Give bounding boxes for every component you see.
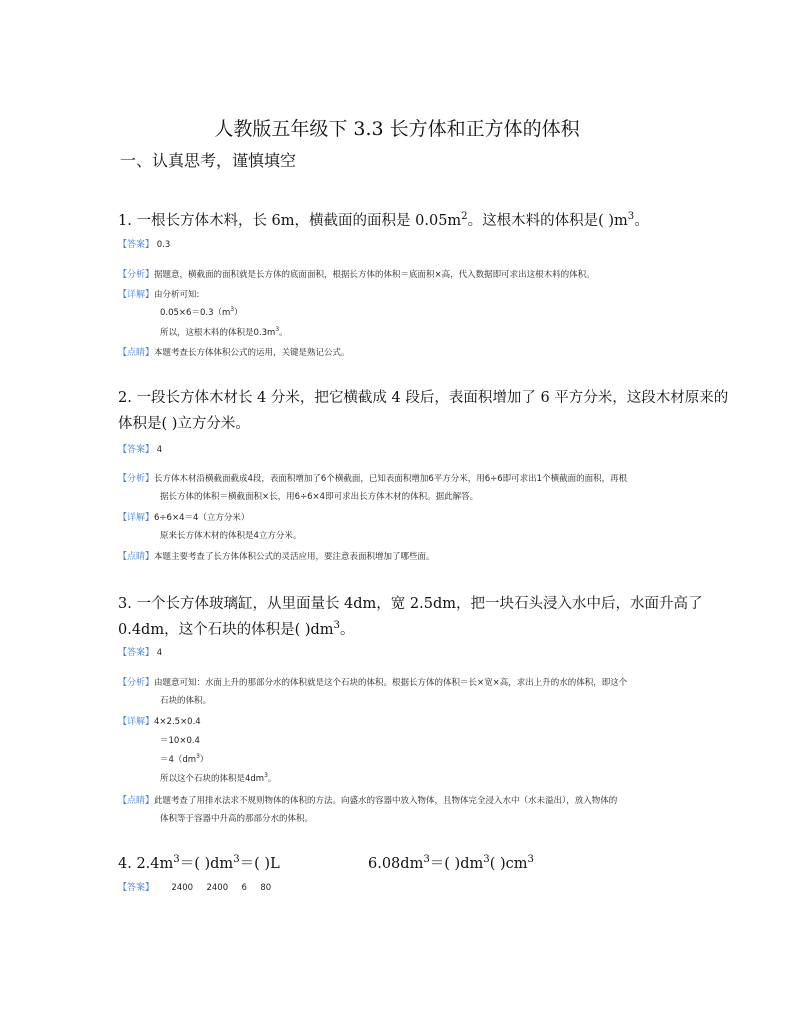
q2-analysis-line-2: 据长方体的体积＝横截面积×长，用6÷6×4即可求出长方体木材的体积。据此解答。 (160, 492, 479, 502)
question-3-line-1: 3. 一个长方体玻璃缸，从里面量长 4dm，宽 2.5dm，把一块石头浸入水中后，水面升高了 (118, 596, 703, 612)
q4-part-b: ＝( )dm (179, 856, 234, 872)
answer-value: 80 (260, 883, 272, 893)
detail-text: 由分析可知: (154, 290, 200, 300)
sup: 3 (333, 620, 340, 632)
detail-tag: 【详解】 (118, 290, 155, 300)
analysis-text: 长方体木材沿横截面截成4段，表面积增加了6个横截面，已知表面积增加6平方分米，用6÷6即可求出1个横截面的面积，再根 (154, 474, 628, 484)
comment-text: 此题考查了用排水法求不规则物体的体积的方法。向盛水的容器中放入物体，且物体完全浸入水中（水未溢出），放入物体的 (154, 796, 618, 806)
q3-line-2-text: 0.4dm，这个石块的体积是( )dm (118, 622, 334, 638)
detail-formula: 0.05×6＝0.3（m (160, 308, 231, 318)
sup: 3 (483, 854, 490, 866)
question-4-part-2 (368, 852, 534, 873)
sup: 3 (275, 326, 280, 334)
comment-tag: 【点睛】 (118, 796, 155, 806)
question-4 (118, 852, 280, 873)
comment-tag: 【点睛】 (118, 552, 155, 562)
analysis-tag: 【分析】 (118, 270, 155, 280)
sup: 3 (230, 306, 235, 314)
q4-part-f: ( )cm (489, 856, 528, 872)
detail-end: 。 (279, 328, 288, 338)
q3-detail-line-4 (160, 772, 276, 784)
analysis-text: 据题意，横截面的面积就是长方体的底面面积，根据长方体的体积＝底面积×高，代入数据即可求出这根木料的体积。 (154, 270, 595, 280)
sup: 3 (196, 753, 200, 761)
sup: 3 (423, 854, 430, 866)
detail-text: 4×2.5×0.4 (154, 717, 201, 727)
q1-analysis (118, 267, 595, 280)
answer-tag: 【答案】 (118, 883, 155, 893)
q3-answer (118, 645, 162, 658)
detail-tag: 【详解】 (118, 513, 155, 523)
q4-part-a: 4. 2.4m (118, 856, 174, 872)
comment-text: 本题考查长方体体积公式的运用，关键是熟记公式。 (154, 348, 350, 358)
answer-value: 0.3 (156, 240, 171, 250)
detail-end: ） (234, 308, 243, 318)
q3-analysis (118, 675, 627, 688)
analysis-tag: 【分析】 (118, 474, 155, 484)
q1-detail-line-2 (160, 306, 243, 318)
answer-value: 2400 (171, 883, 194, 893)
q3-comment (118, 793, 617, 806)
analysis-text: 由题意可知：水面上升的那部分水的体积就是这个石块的体积。根据长方体的体积＝长×宽×高，求出上升的水的体积，即这个 (154, 678, 628, 688)
q1-detail (118, 287, 199, 300)
comment-text: 本题主要考查了长方体体积公式的灵活应用，要注意表面积增加了哪些面。 (154, 552, 435, 562)
analysis-tag: 【分析】 (118, 678, 155, 688)
detail-formula: ＝4（dm (160, 755, 197, 765)
detail-conclusion: 所以这个石块的体积是4dm (160, 774, 265, 784)
sup: 3 (173, 854, 180, 866)
sup: 3 (527, 854, 534, 866)
q1-text-b: 。这根木料的体积是( )m (467, 213, 628, 229)
question-2-line-1: 2. 一段长方体木材长 4 分米，把它横截成 4 段后，表面积增加了 6 平方分米，这段木材原来的 (118, 390, 729, 406)
answer-tag: 【答案】 (118, 445, 155, 455)
answer-value: 2400 (206, 883, 229, 893)
detail-end: ） (199, 755, 209, 765)
q1-text-c: 。 (634, 213, 649, 229)
sup: 3 (264, 772, 268, 780)
detail-tag: 【详解】 (118, 717, 155, 727)
q3-detail-line-2: ＝10×0.4 (160, 736, 200, 746)
question-3-line-2 (118, 618, 355, 639)
question-2-line-2: 体积是( )立方分米。 (118, 416, 250, 432)
q1-sup-b: 3 (627, 211, 635, 223)
q1-comment (118, 345, 350, 358)
answer-value: 4 (156, 648, 163, 658)
q2-comment (118, 549, 435, 562)
q1-detail-line-3 (160, 326, 288, 338)
q3-line-2-end: 。 (340, 622, 355, 638)
answer-tag: 【答案】 (118, 240, 155, 250)
q2-detail (118, 510, 249, 523)
q2-answer (118, 442, 162, 455)
q3-detail (118, 714, 201, 727)
q2-detail-line-2: 原来长方体木材的体积是4立方分米。 (160, 531, 302, 541)
page-title: 人教版五年级下 3.3 长方体和正方体的体积 (214, 118, 580, 140)
detail-end: 。 (267, 774, 277, 784)
q4-answer (118, 880, 271, 893)
q4-part-c: ＝( )L (239, 856, 280, 872)
q3-comment-line-2: 体积等于容器中升高的那部分水的体积。 (160, 814, 314, 824)
comment-tag: 【点睛】 (118, 348, 155, 358)
q1-sup-a: 2 (461, 211, 468, 223)
q4-part-d: 6.08dm (368, 856, 424, 872)
detail-text: 6÷6×4＝4（立方分米） (154, 513, 250, 523)
q4-part-e: ＝( )dm (429, 856, 484, 872)
q3-analysis-line-2: 石块的体积。 (160, 696, 212, 706)
answer-value: 4 (156, 445, 163, 455)
sup: 3 (233, 854, 240, 866)
q3-detail-line-3 (160, 753, 208, 765)
q1-answer (118, 237, 170, 250)
section-heading: 一、认真思考，谨慎填空 (120, 151, 297, 170)
q1-text-a: 1. 一根长方体木料，长 6m，横截面的面积是 0.05m (118, 213, 462, 229)
answer-value: 6 (241, 883, 247, 893)
q2-analysis (118, 471, 627, 484)
answer-tag: 【答案】 (118, 648, 155, 658)
detail-conclusion: 所以，这根木料的体积是0.3m (160, 328, 276, 338)
question-1 (118, 209, 649, 230)
